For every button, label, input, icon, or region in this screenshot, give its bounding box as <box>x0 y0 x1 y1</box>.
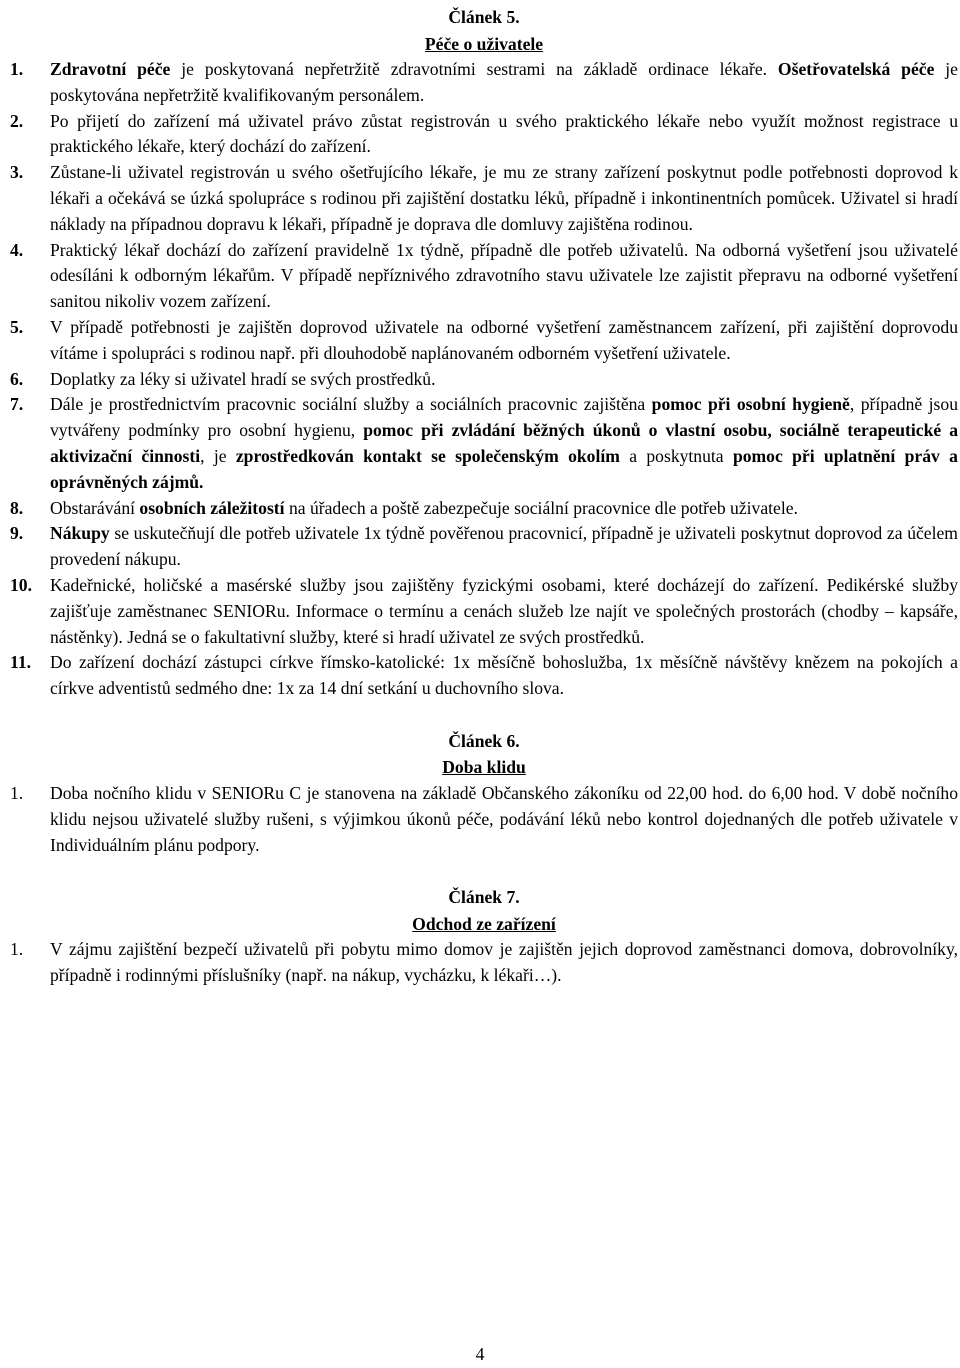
item-number: 11. <box>10 652 32 673</box>
bold-text: osobních záležitostí <box>139 497 285 518</box>
bold-text: Zdravotní péče <box>50 59 171 79</box>
item-text: je poskytována nepřetržitě kvalifikovaným personálem. <box>50 59 958 105</box>
bold-text: Nákupy <box>50 523 110 544</box>
bold-text: pomoc při osobní hygieně <box>651 394 850 415</box>
item-text: je poskytovaná nepřetržitě zdravotními sestrami na základě ordinace lékaře. <box>170 59 778 79</box>
item-text: se uskutečňují dle potřeb uživatele 1x týdně pověřenou pracovnicí, případně je uživateli poskytnut doprovod za účelem provedení nákupu. <box>50 523 958 570</box>
article-7-list <box>10 937 958 989</box>
item-text: , je <box>200 445 236 466</box>
bold-text: Ošetřovatelská péče <box>777 59 935 79</box>
item-number: 8. <box>10 497 24 518</box>
list-item <box>10 496 958 522</box>
item-text: Dále je prostřednictvím pracovnic sociální služby a sociálních pracovnic zajištěna <box>50 394 652 415</box>
article-7-heading <box>10 884 958 937</box>
list-item <box>10 367 958 393</box>
list-item <box>10 781 958 858</box>
item-text: Zůstane-li uživatel registrován u svého ošetřujícího lékaře, je mu ze strany zařízení poskytnut podle potřebnosti doprovod k lékaři a očekává se úzká spolupráce s rodinou při zajištění dostatku léků, případně i inkontinentních pomůcek. Uživatel si hradí náklady na případnou dopravu k lékaři, případně je doprava dle domluvy zajištěna rodinou. <box>50 162 958 234</box>
page-number: 4 <box>475 1344 485 1364</box>
item-number: 9. <box>10 523 24 544</box>
item-number: 1. <box>10 59 24 79</box>
article-number: Článek 7. <box>448 887 520 908</box>
bold-text: pomoc při uplatnění práv a oprávněných zájmů. <box>50 445 958 492</box>
list-item <box>10 160 958 237</box>
item-text: V zájmu zajištění bezpečí uživatelů při pobytu mimo domov je zajištěn jejich doprovod zaměstnanci domova, dobrovolníky, případně i rodinnými příslušníky (např. na nákup, vycházku, k lékaři…). <box>50 939 958 986</box>
list-item <box>10 315 958 367</box>
article-6-heading <box>10 728 958 781</box>
item-number: 2. <box>10 110 24 131</box>
item-text: Praktický lékař dochází do zařízení pravidelně 1x týdně, případně dle potřeb uživatelů. Na odborná vyšetření jsou uživatelé odesíláni k odborným lékařům. V případě nepříznivého zdravotního stavu uživatele lze zajistit přepravu na odborné vyšetření sanitou nikoliv vozem zařízení. <box>50 239 958 312</box>
item-number: 1. <box>10 782 24 803</box>
document-page <box>10 4 958 989</box>
item-number: 1. <box>10 939 24 960</box>
item-text: Do zařízení dochází zástupci církve římsko-katolické: 1x měsíčně bohoslužba, 1x měsíčně návštěvy knězem na pokojích a církve adventistů sedmého dne: 1x za 14 dní setkání u duchovního slova. <box>50 652 958 699</box>
bold-text: pomoc při zvládání běžných úkonů o vlastní osobu, sociálně terapeutické a aktivizační činnosti <box>50 420 958 466</box>
item-text: Po přijetí do zařízení má uživatel právo zůstat registrován u svého praktického lékaře nebo využít možnost registrace u praktického lékaře, který dochází do zařízení. <box>50 110 958 157</box>
list-item <box>10 650 958 702</box>
item-text: na úřadech a poště zabezpečuje sociální pracovnice dle potřeb uživatele. <box>284 497 798 518</box>
item-text: Doba nočního klidu v SENIORu C je stanovena na základě Občanského zákoníku od 22,00 hod. do 6,00 hod. V době nočního klidu nejsou uživatelé služby rušeni, s výjimkou úkonů péče, podávání léků nebo kontrol dojednaných dle potřeb uživatele v Individuálním plánu podpory. <box>50 782 958 855</box>
list-item <box>10 937 958 989</box>
article-5-list <box>10 57 958 702</box>
article-5-heading <box>10 4 958 57</box>
list-item <box>10 109 958 161</box>
list-item <box>10 573 958 650</box>
list-item <box>10 57 958 109</box>
item-text: Doplatky za léky si uživatel hradí se svých prostředků. <box>50 368 436 389</box>
article-6-list <box>10 781 958 858</box>
item-number: 7. <box>10 394 24 415</box>
list-item <box>10 392 958 495</box>
item-text: Obstarávání <box>50 497 140 518</box>
list-item <box>10 521 958 573</box>
article-title: Doba klidu <box>442 757 526 778</box>
item-number: 6. <box>10 368 24 389</box>
article-title: Odchod ze zařízení <box>412 913 556 934</box>
item-number: 10. <box>10 574 32 595</box>
article-number: Článek 6. <box>448 730 520 751</box>
item-number: 3. <box>10 162 24 183</box>
list-item <box>10 238 958 315</box>
article-title: Péče o uživatele <box>424 33 544 54</box>
item-text: a poskytnuta <box>619 445 733 466</box>
article-number: Článek 5. <box>448 7 520 27</box>
item-number: 4. <box>10 239 24 260</box>
item-text: , případně jsou vytvářeny podmínky pro osobní hygienu, <box>50 394 958 441</box>
item-number: 5. <box>10 316 24 337</box>
bold-text: zprostředkován kontakt se společenským okolím <box>235 445 620 466</box>
item-text: V případě potřebnosti je zajištěn doprovod uživatele na odborné vyšetření zaměstnancem zařízení, při zajištění doprovodu vítáme i spolupráci s rodinou např. při dlouhodobě naplánovaném odborném vyšetření uživatele. <box>50 316 958 363</box>
item-text: Kadeřnické, holičské a masérské služby jsou zajištěny fyzickými osobami, které docházejí do zařízení. Pedikérské služby zajišťuje zaměstnanec SENIORu. Informace o termínu a cenách služeb lze najít ve společných prostorách (chodby – kapsáře, nástěnky). Jedná se o fakultativní služby, které si hradí uživatel ze svých prostředků. <box>50 574 958 647</box>
